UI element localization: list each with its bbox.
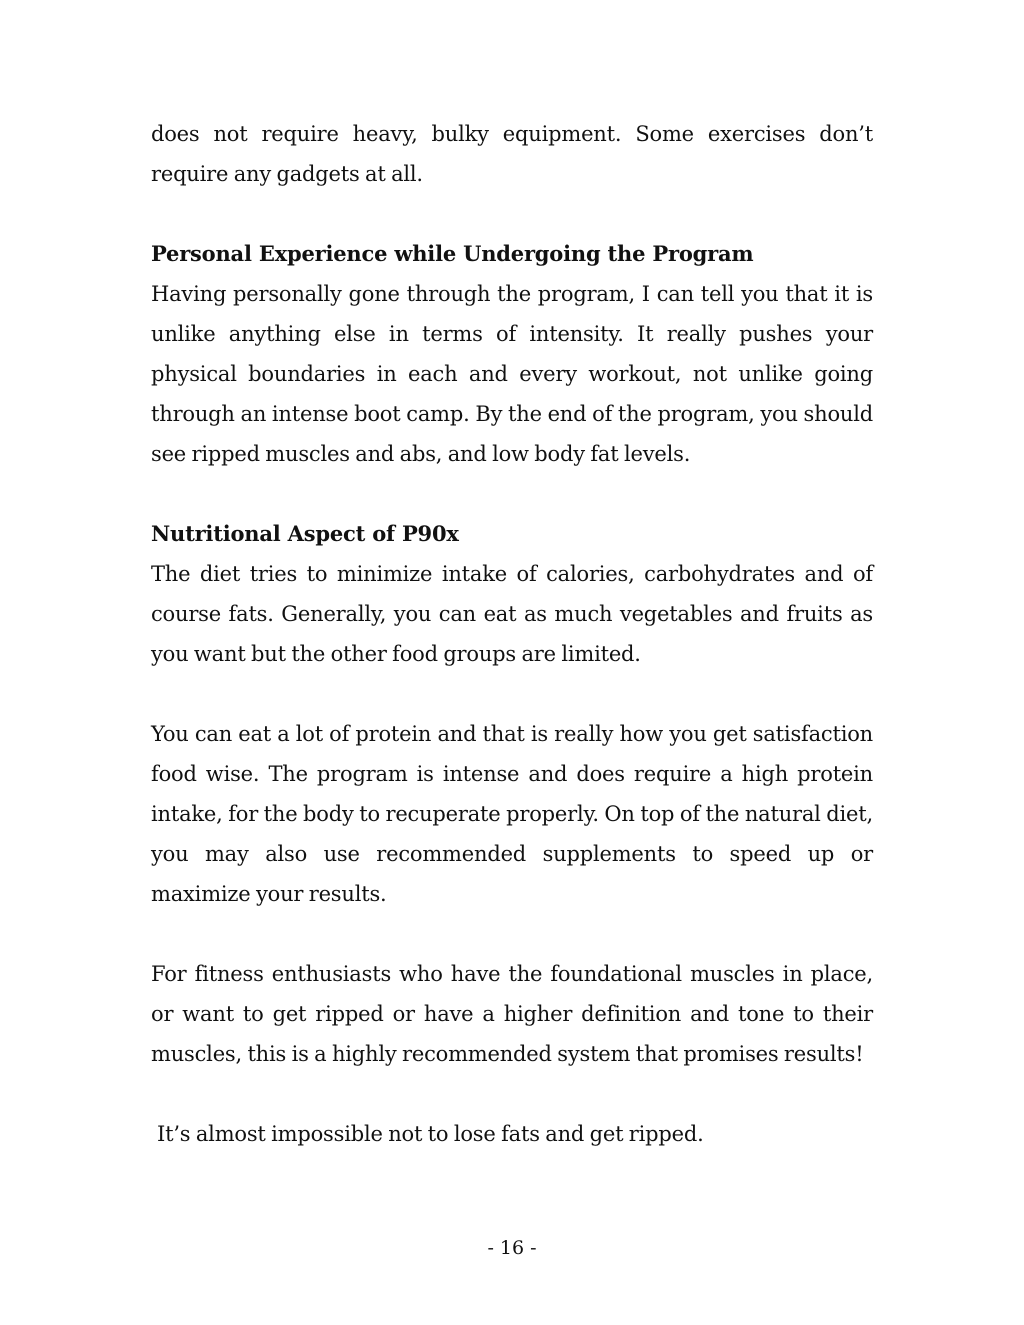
nutrition-paragraph-protein: You can eat a lot of protein and that is really how you get satisfaction food wise. The program is intense and does require a high protein intake, for the body to recuperate properly. On top of the natural diet, you may also use recommended supplements to speed up or maximize your results.: [151, 722, 873, 906]
section-heading-personal-experience: Personal Experience while Undergoing the Program: [151, 241, 754, 266]
spacer: [151, 674, 873, 714]
closing-sentence: It’s almost impossible not to lose fats and get ripped.: [157, 1122, 704, 1146]
page-number: - 16 -: [487, 1237, 537, 1259]
spacer: [151, 474, 873, 514]
spacer: [151, 914, 873, 954]
spacer: [151, 194, 873, 234]
spacer: [151, 1074, 873, 1114]
intro-paragraph: does not require heavy, bulky equipment. Some exercises don’t require any gadgets at all.: [151, 122, 873, 186]
personal-experience-paragraph: Having personally gone through the program, I can tell you that it is unlike anything else in terms of intensity. It really pushes your physical boundaries in each and every workout, not unlike going through an intense boot camp. By the end of the program, you should see ripped muscles and abs, and low body fat levels.: [151, 282, 873, 466]
section-heading-nutritional-aspect: Nutritional Aspect of P90x: [151, 521, 459, 546]
document-page-body: [151, 114, 873, 1154]
nutrition-paragraph-enthusiasts: For fitness enthusiasts who have the foundational muscles in place, or want to get ripped or have a higher definition and tone to their muscles, this is a highly recommended system that promises results!: [151, 962, 873, 1066]
nutrition-paragraph-diet: The diet tries to minimize intake of calories, carbohydrates and of course fats. Generally, you can eat as much vegetables and fruits as you want but the other food groups are limited.: [151, 562, 873, 666]
